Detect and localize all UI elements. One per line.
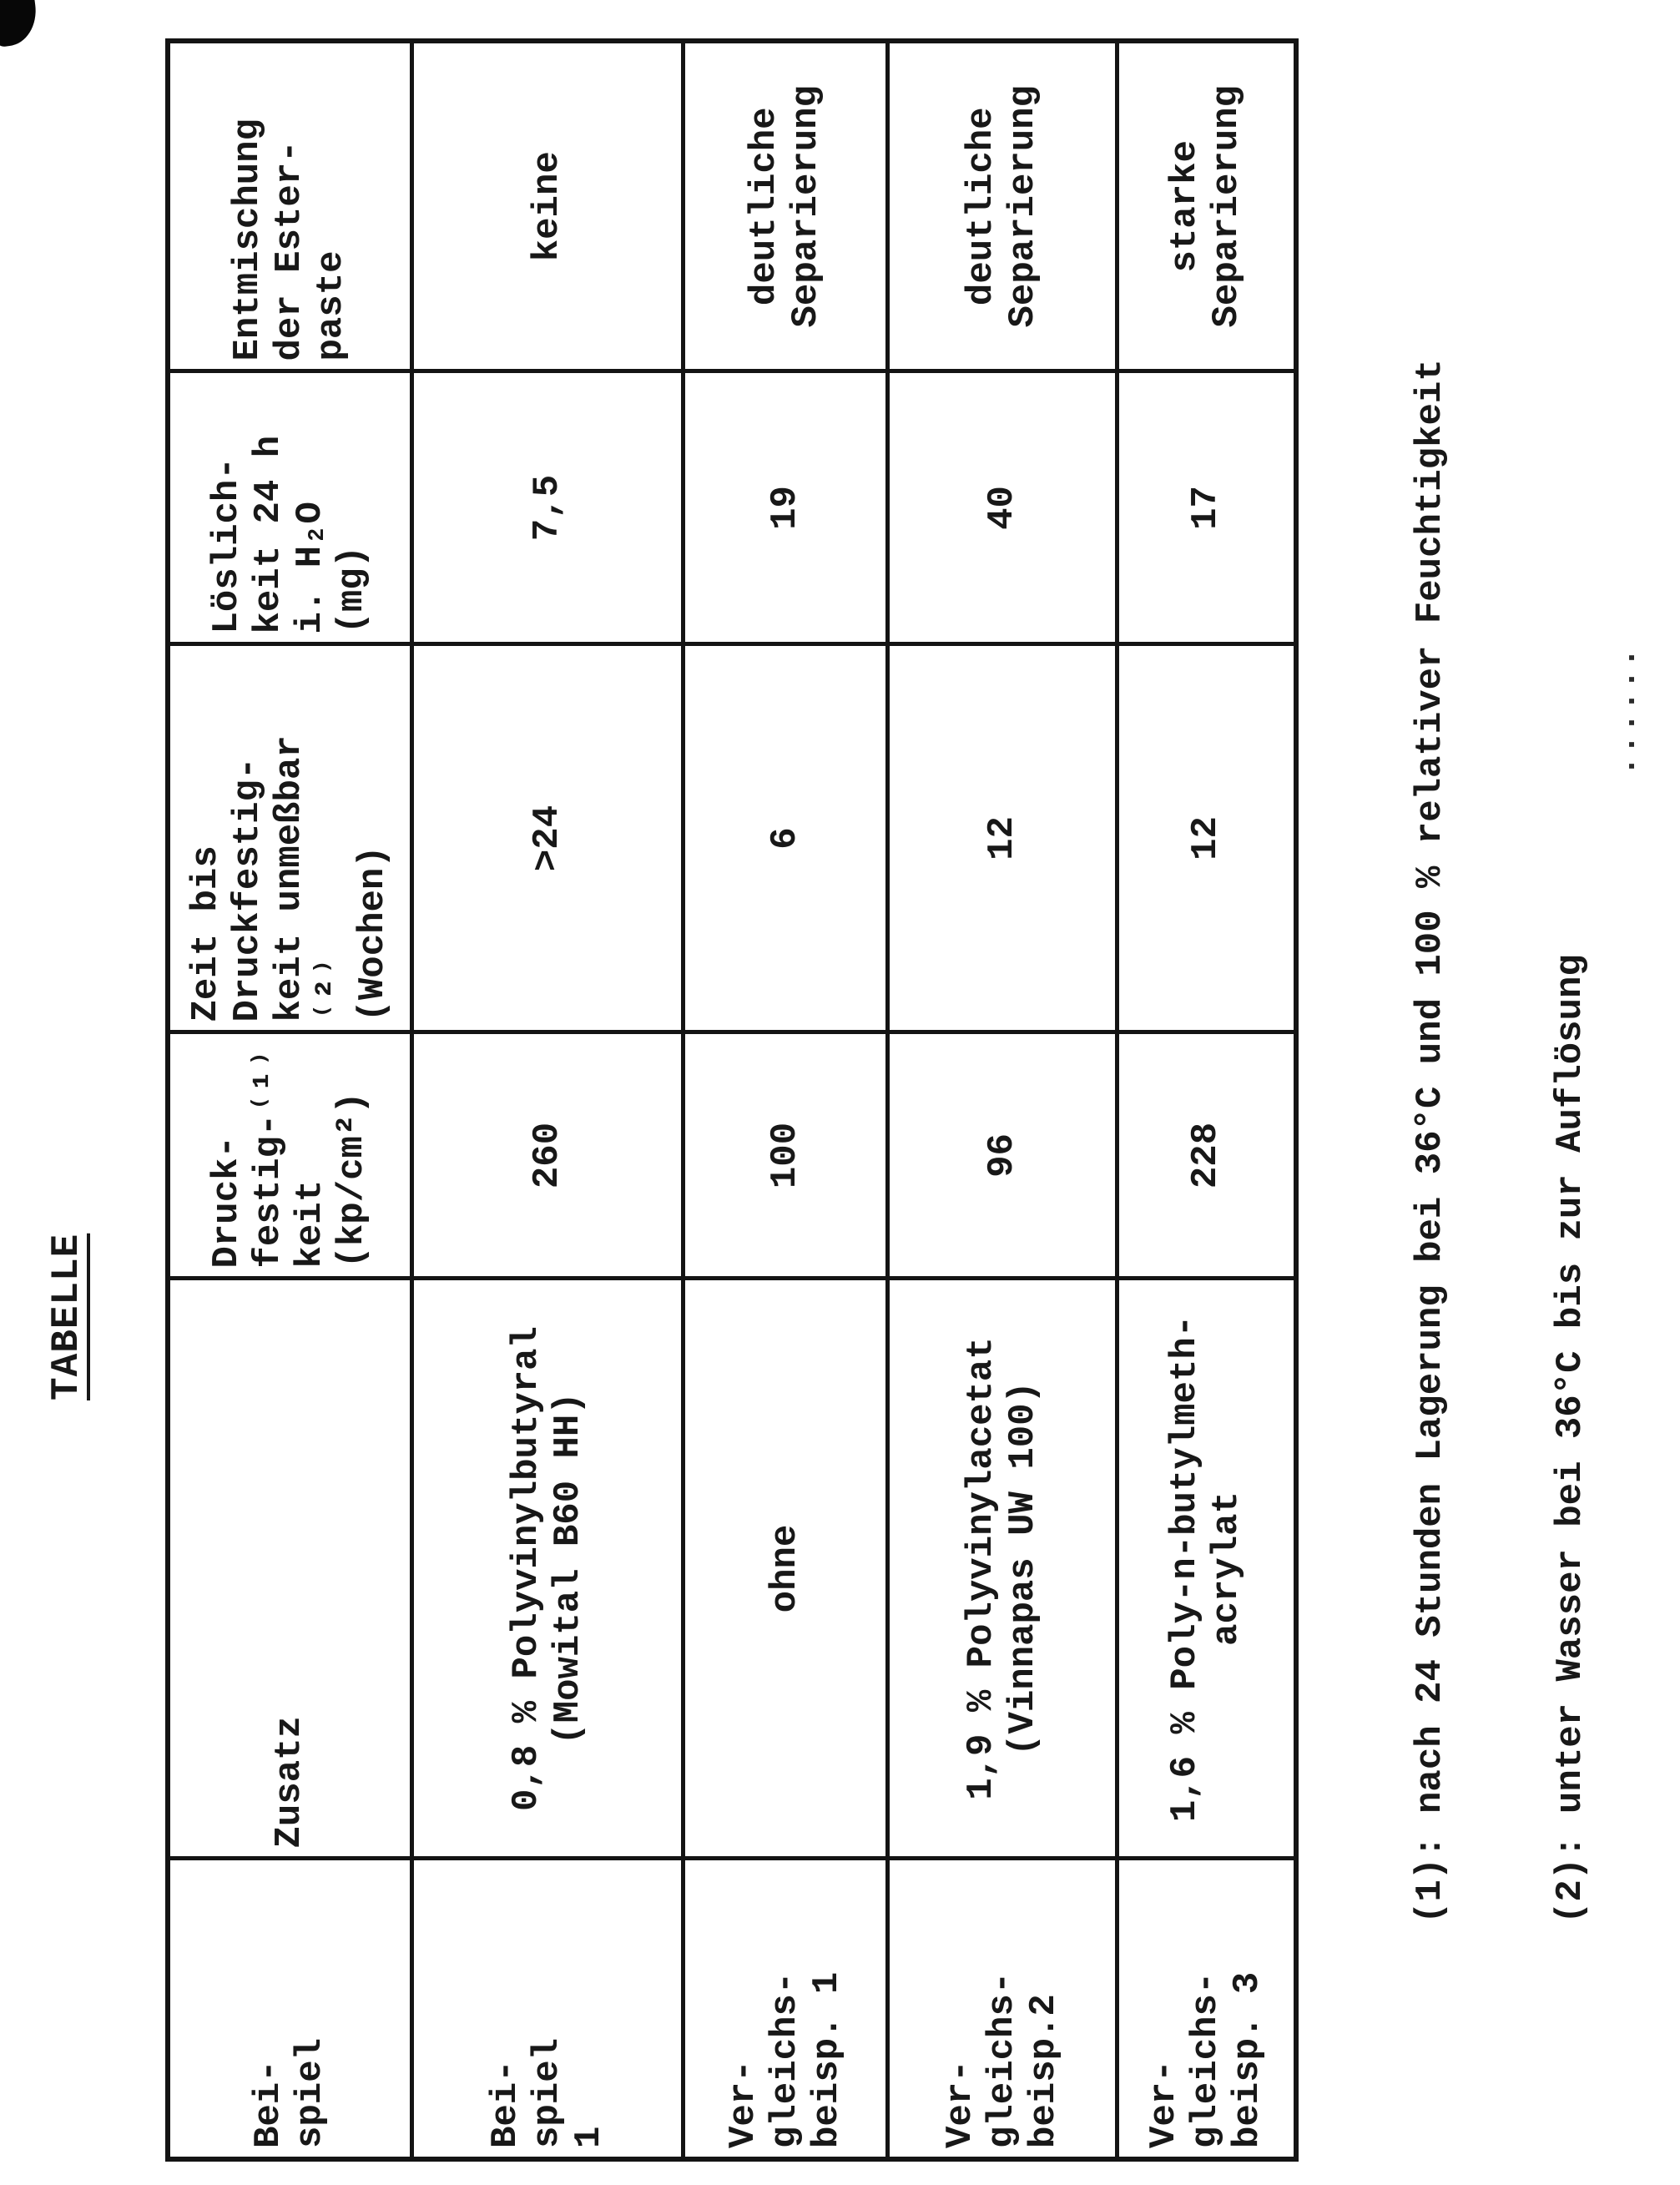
cell-verglbeisp2-zusatz: 1,9 % Polyvinylacetat (Vinnapas UW 100) [887,1279,1117,1859]
table-row-vergleichsbeisp-1 [683,41,887,2159]
cell-verglbeisp3-zeit: 12 [1117,644,1296,1032]
scan-artifact-dots [1596,645,1657,776]
cell-verglbeisp1-entmischung: deutliche Separierung [683,41,887,371]
cell-verglbeisp3-label: Ver- gleichs- beisp. 3 [1117,1859,1296,2159]
cell-beispiel1-zusatz: 0,8 % Polyvinylbutyral (Mowital B60 HH) [411,1279,683,1859]
column-header-zeit-bis: Zeit bis Druckfestig- keit unmeßbar ⁽²⁾ (Wochen) [168,644,411,1032]
cell-verglbeisp1-label: Ver- gleichs- beisp. 1 [683,1859,887,2159]
header-row [168,41,411,2159]
column-header-loeslichkeit: Löslich- keit 24 h i. H₂O (mg) [168,371,411,644]
cell-beispiel1-label: Bei- spiel 1 [411,1859,683,2159]
cell-beispiel1-zeit: >24 [411,644,683,1032]
cell-beispiel1-druckfestigkeit: 260 [411,1032,683,1279]
column-header-druckfestigkeit: Druck- festig-⁽¹⁾ keit (kp/cm²) [168,1032,411,1279]
cell-verglbeisp3-zusatz: 1,6 % Poly-n-butylmeth- acrylat [1117,1279,1296,1859]
footnote-2: (2): unter Wasser bei 36°C bis zur Auflösung [1550,954,1592,1924]
cell-verglbeisp3-druckfestigkeit: 228 [1117,1032,1296,1279]
data-table-region [165,43,1294,2162]
cell-beispiel1-entmischung: keine [411,41,683,371]
cell-verglbeisp3-loeslichkeit: 17 [1117,371,1296,644]
scan-artifact-dots-text: ...... [1607,645,1645,776]
table-row-vergleichsbeisp-2 [887,41,1117,2159]
cell-verglbeisp2-entmischung: deutliche Separierung [887,41,1117,371]
cell-verglbeisp2-druckfestigkeit: 96 [887,1032,1117,1279]
cell-verglbeisp1-druckfestigkeit: 100 [683,1032,887,1279]
cell-beispiel1-loeslichkeit: 7,5 [411,371,683,644]
footnotes [1410,200,1661,1965]
cell-verglbeisp2-loeslichkeit: 40 [887,371,1117,644]
page-title-text: TABELLE [45,1233,88,1400]
cell-verglbeisp2-zeit: 12 [887,644,1117,1032]
table-row-vergleichsbeisp-3 [1117,41,1296,2159]
footnote-1: (1): nach 24 Stunden Lagerung bei 36°C und 100 % relativer Feuchtigkeit [1410,359,1451,1924]
cell-verglbeisp2-label: Ver- gleichs- beisp.2 [887,1859,1117,2159]
cell-verglbeisp1-zeit: 6 [683,644,887,1032]
tabelle-table [165,38,1299,2162]
cell-verglbeisp1-zusatz: ohne [683,1279,887,1859]
cell-verglbeisp3-entmischung: starke Separierung [1117,41,1296,371]
cell-verglbeisp1-loeslichkeit: 19 [683,371,887,644]
column-header-zusatz: Zusatz [168,1279,411,1859]
page-title [25,1200,108,1400]
table-row-beispiel-1 [411,41,683,2159]
column-header-beispiel: Bei- spiel [168,1859,411,2159]
scan-artifact-corner [0,0,40,48]
column-header-entmischung: Entmischung der Ester- paste [168,41,411,371]
